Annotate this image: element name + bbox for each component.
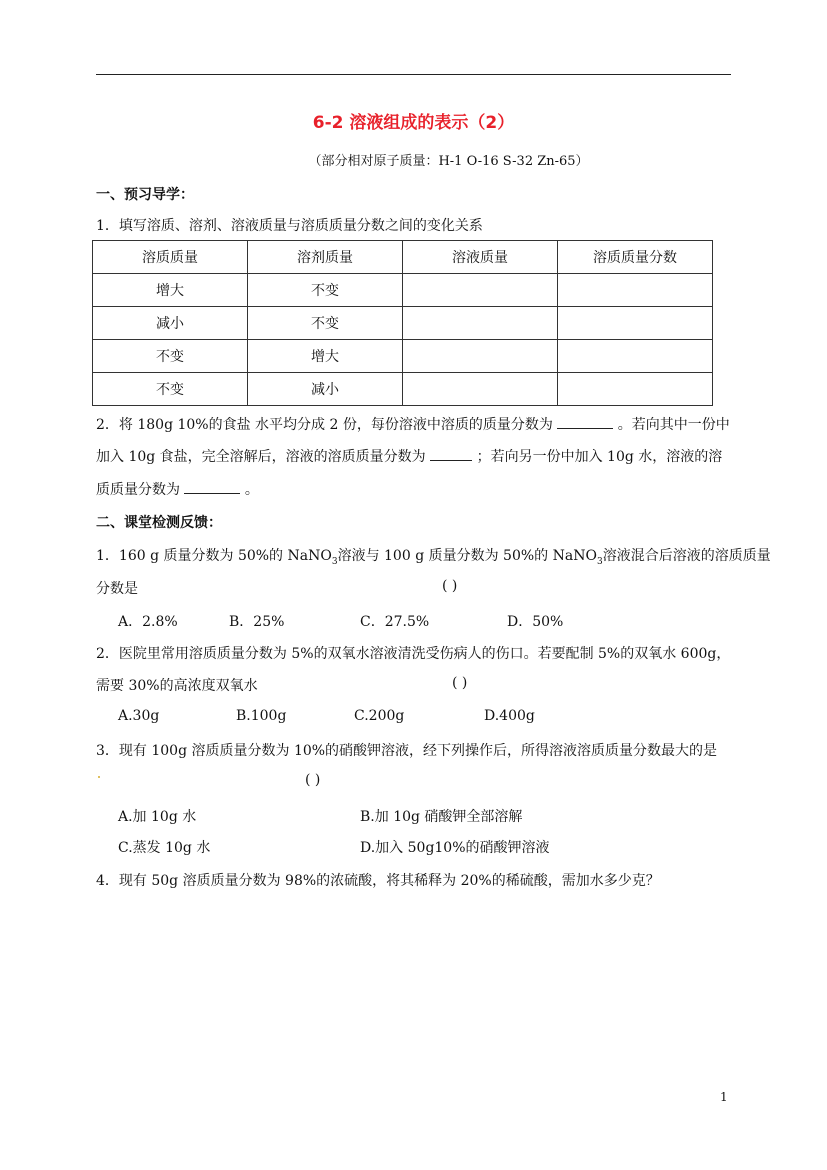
change-relation-table [92,240,713,406]
s1-question-2-line1 [96,414,730,434]
table-answer-cell[interactable] [403,274,558,307]
answer-blank[interactable] [184,479,240,494]
q2-text: 。 [244,482,259,498]
option-d[interactable]: D．50% [507,614,564,630]
table-answer-cell[interactable] [403,307,558,340]
table-row [93,340,713,373]
q-text: 溶液与 100 g 质量分数为 50%的 NaNO [337,548,597,564]
option-a[interactable]: A.加 10g 水 [118,809,197,825]
page-title: 6-2 溶液组成的表示（2） [312,113,515,133]
page-number: 1 [720,1090,728,1104]
answer-blank[interactable] [557,414,613,429]
section1-heading: 一、预习导学： [96,187,194,203]
table-row [93,373,713,406]
table-cell: 减小 [93,307,248,340]
atomic-mass-note: （部分相对原子质量：H-1 O-16 S-32 Zn-65） [308,154,589,169]
option-b[interactable]: B.加 10g 硝酸钾全部溶解 [360,809,523,825]
s2-question-2-line2: 需要 30%的高浓度双氧水 [96,678,258,694]
s2-question-3-line1: 3．现有 100g 溶质质量分数为 10%的硝酸钾溶液，经下列操作后，所得溶液溶质质量分数最大的是 [96,743,718,759]
s2-question-1-line1 [96,545,771,567]
q2-text: 加入 10g 食盐，完全溶解后，溶液的溶质质量分数为 [96,449,426,465]
q2-text: 质质量分数为 [96,482,180,498]
table-row [93,307,713,340]
answer-parentheses[interactable]: ( ) [305,772,321,788]
subscript: 3 [596,556,603,567]
option-a[interactable]: A.30g [118,708,160,724]
s2-question-1-line2: 分数是 [96,581,138,597]
answer-blank[interactable] [430,446,472,461]
table-header-cell: 溶质质量分数 [558,241,713,274]
table-cell: 减小 [248,373,403,406]
q-text: 溶液混合后溶液的溶质质量 [602,548,771,564]
table-answer-cell[interactable] [558,274,713,307]
option-a[interactable]: A．2.8% [118,614,178,630]
table-cell: 增大 [93,274,248,307]
table-answer-cell[interactable] [558,307,713,340]
header-rule [96,74,731,75]
option-b[interactable]: B．25% [229,614,285,630]
q-text: 1．160 g 质量分数为 50%的 NaNO [96,548,332,564]
section2-heading: 二、课堂检测反馈： [96,515,222,531]
table-answer-cell[interactable] [403,340,558,373]
s2-question-2-line1: 2．医院里常用溶质质量分数为 5%的双氧水溶液清洗受伤病人的伤口。若要配制 5%的双氧水 600g， [96,646,731,662]
table-header-cell: 溶液质量 [403,241,558,274]
option-d[interactable]: D.400g [484,708,535,724]
s2-question-4: 4．现有 50g 溶质质量分数为 98%的浓硫酸，将其稀释为 20%的稀硫酸，需加水多少克？ [96,873,660,889]
q2-text: 。若向其中一份中 [617,417,730,433]
q2-text: ；若向另一份中加入 10g 水，溶液的溶 [476,449,723,465]
option-b[interactable]: B.100g [236,708,287,724]
option-c[interactable]: C．27.5% [360,614,430,630]
table-cell: 增大 [248,340,403,373]
table-row [93,274,713,307]
q2-text: 2．将 180g 10%的食盐 水平均分成 2 份，每份溶液中溶质的质量分数为 [96,417,553,433]
answer-parentheses[interactable]: ( ) [442,578,458,594]
table-answer-cell[interactable] [403,373,558,406]
s1-question-1: 1．填写溶质、溶剂、溶液质量与溶质质量分数之间的变化关系 [96,218,483,234]
s1-question-2-line2 [96,446,722,466]
option-c[interactable]: C.200g [354,708,405,724]
table-header-cell: 溶剂质量 [248,241,403,274]
table-cell: 不变 [248,307,403,340]
s1-question-2-line3 [96,479,259,499]
option-c[interactable]: C.蒸发 10g 水 [118,840,211,856]
option-d[interactable]: D.加入 50g10%的硝酸钾溶液 [360,840,550,856]
stray-mark [98,776,100,778]
table-header-row [93,241,713,274]
table-cell: 不变 [248,274,403,307]
table-cell: 不变 [93,340,248,373]
table-header-cell: 溶质质量 [93,241,248,274]
table-answer-cell[interactable] [558,340,713,373]
table-answer-cell[interactable] [558,373,713,406]
table-cell: 不变 [93,373,248,406]
answer-parentheses[interactable]: ( ) [452,675,468,691]
subscript: 3 [331,556,338,567]
